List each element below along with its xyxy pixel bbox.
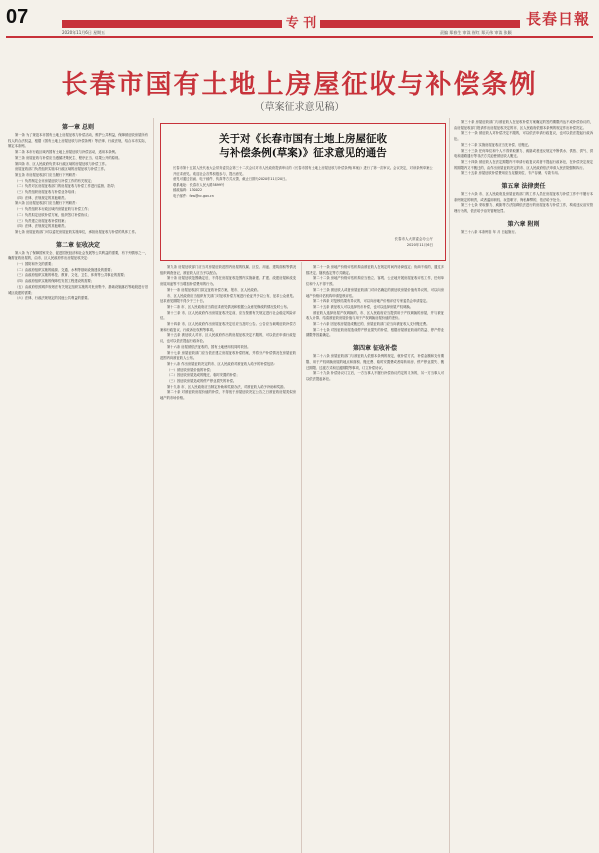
article-paragraph: （二）负责对区房屋征收部门的房屋征收与补偿工作进行监督、指导； bbox=[15, 184, 118, 189]
column-rule bbox=[153, 118, 154, 853]
column-3-paragraphs-2 bbox=[306, 354, 444, 383]
article-paragraph: 第一条 为了规范本市国有土地上房屋征收与补偿活动，维护公共利益，保障被征收房屋所有权人的合法权益，根据《国有土地上房屋征收与补偿条例》等法律、行政法规，结合本市实际，制定本条例。 bbox=[8, 133, 148, 149]
article-paragraph: 第三十八条 本条例自 年 月 日起施行。 bbox=[461, 229, 518, 234]
column-rule bbox=[301, 262, 302, 853]
article-paragraph: 第十九条 市、区人民政府应当制定补助和奖励办法，对被征收人给予补助和奖励。 bbox=[167, 384, 287, 389]
notice-title bbox=[161, 132, 445, 160]
signoff-date: 2020年11月6日 bbox=[406, 243, 433, 247]
article-paragraph: 第十六条 房屋被依法征收的，国有土地使用权同时收回。 bbox=[167, 344, 251, 349]
article-paragraph: 第三十条 房屋征收部门与被征收人在征收补偿方案确定的签约期限内达不成补偿协议的，由房屋征收部门报请作出房屋征收决定的市、区人民政府依照本条例的规定作出补偿决定。 bbox=[454, 120, 593, 130]
article-paragraph: （二）由政府组织实施的能源、交通、水利等基础设施建设的需要； bbox=[15, 267, 114, 272]
article-paragraph: 第八条 为了保障国家安全、促进国民经济和社会发展等公共利益的需要，有下列情形之一，确需征收房屋的，由市、区人民政府作出房屋征收决定： bbox=[8, 250, 148, 261]
section-tag: 专 刊 bbox=[285, 16, 317, 31]
article-paragraph: 第十四条 市、区人民政府作出房屋征收决定后应当及时公告。公告应当载明征收补偿方案和行政复议、行政诉讼权利等事项。 bbox=[160, 322, 296, 332]
notice-line: 电子邮件：fzw@cc.gov.cn bbox=[173, 193, 214, 198]
article-paragraph: 第三十二条 实施房屋征收应当先补偿、后搬迁。 bbox=[461, 142, 532, 147]
page-number: 07 bbox=[6, 6, 29, 28]
article-paragraph: （三）因征收房屋造成的停产停业损失的补偿。 bbox=[167, 379, 237, 384]
header-banner-right bbox=[320, 20, 520, 28]
article-paragraph: 第四条 市、区人民政府负责本行政区域的房屋征收与补偿工作。 bbox=[15, 161, 109, 166]
notice-title-line-2: 与补偿条例(草案)》征求意见的通告 bbox=[219, 147, 387, 159]
chapter-heading: 第六章 附则 bbox=[507, 220, 540, 228]
article-paragraph: （二）负责拟定征收补偿方案，组织签订补偿协议； bbox=[15, 212, 91, 217]
article-title: 长春市国有土地上房屋征收与补偿条例 bbox=[61, 70, 538, 100]
notice-line: 长春市第十五届人民代表大会常务委员会第三十二次会议对市人民政府提请审议的《长春市国有土地上房屋征收与补偿条例(草案)》进行了第一次审议。会议决定，对该条例草案公开征求意见。欢迎社会各界积极参与，提出意见。 bbox=[173, 166, 433, 176]
article-paragraph: （三）负责组织房屋征收与补偿业务培训； bbox=[15, 190, 78, 195]
article-paragraph: 第三十六条 市、区人民政府及房屋征收部门的工作人员在房屋征收与补偿工作中不履行本条例规定的职责，或者滥用职权、玩忽职守、徇私舞弊的，依法给予处分。 bbox=[454, 192, 593, 202]
chapter-heading: 第一章 总则 bbox=[61, 124, 95, 131]
column-3-paragraphs bbox=[306, 265, 444, 339]
article-paragraph: （五）由政府依照城乡规划法有关规定组织实施的对危房集中、基础设施落后等地段进行旧城区改建的需要； bbox=[8, 284, 148, 295]
article-paragraph: （一）负责组织本行政区域内房屋征收与补偿工作； bbox=[15, 207, 91, 212]
chapter-heading: 第二章 征收决定 bbox=[55, 241, 101, 249]
chapter-heading: 第四章 征收补偿 bbox=[352, 345, 398, 353]
article-paragraph: 第七条 房屋征收部门可以委托房屋征收实施单位，承担房屋征收与补偿的具体工作。 bbox=[15, 229, 139, 234]
column-4-paragraphs-3 bbox=[454, 230, 593, 236]
column-4-paragraphs bbox=[454, 120, 593, 177]
article-paragraph: （四）由政府组织实施的保障性安居工程建设的需要； bbox=[15, 279, 95, 284]
article-paragraph: 第十三条 市、区人民政府作出房屋征收决定前，应当按照有关规定进行社会稳定风险评估。 bbox=[160, 310, 296, 321]
article-paragraph: 第九条 房屋征收部门应当对房屋征收范围内房屋的权属、区位、用途、建筑面积等情况组织调查登记，被征收人应当予以配合。 bbox=[160, 265, 296, 275]
article-paragraph: （一）被征收房屋价值的补偿； bbox=[167, 367, 214, 372]
article-paragraph: 第二十四条 对复核结果有异议的，可以向房地产价格评估专家委员会申请鉴定。 bbox=[313, 299, 430, 304]
article-paragraph: 第三条 房屋征收与补偿应当遵循决策民主、程序正当、结果公开的原则。 bbox=[15, 155, 122, 160]
notice-title-line-1: 关于对《长春市国有土地上房屋征收 bbox=[219, 133, 387, 145]
article-paragraph: 第六条 区房屋征收部门应当履行下列职责： bbox=[15, 201, 79, 206]
article-paragraph: 第十一条 房屋征收部门拟定征收补偿方案，报市、区人民政府。 bbox=[167, 287, 261, 292]
article-paragraph: 第十二条 市、区人民政府应当将征求意见情况和根据公众意见修改的情况及时公布。 bbox=[167, 304, 291, 309]
article-paragraph: （四）法律、法规规定的其他职责。 bbox=[15, 224, 68, 229]
article-paragraph: 第三十四条 被征收人在法定期限内不申请行政复议或者不提起行政诉讼，在补偿决定规定的期限内又不搬迁的，由作出房屋征收决定的市、区人民政府依法申请人民法院强制执行。 bbox=[454, 159, 593, 170]
article-subtitle: （草案征求意见稿） bbox=[254, 102, 345, 113]
notice-line: 联系地址：长春市人民大路3899号 bbox=[173, 182, 225, 187]
header-banner-left bbox=[62, 20, 282, 28]
article-paragraph: 房屋征收部门负责组织实施本行政区域的房屋征收与补偿工作。 bbox=[15, 167, 108, 172]
article-paragraph: 第十五条 被征收人对市、区人民政府作出的房屋征收决定不服的，可以依法申请行政复议，也可以依法提起行政诉讼。 bbox=[160, 333, 296, 344]
article-paragraph: 第二十九条 补偿协议订立后，一方当事人不履行补偿协议约定的义务的，另一方当事人可以依法提起诉讼。 bbox=[306, 371, 444, 381]
article-paragraph: 第二十六条 因征收房屋造成搬迁的，房屋征收部门应当向被征收人支付搬迁费。 bbox=[313, 322, 430, 327]
column-2-paragraphs bbox=[160, 265, 296, 402]
column-1-paragraphs bbox=[8, 133, 148, 236]
column-4 bbox=[454, 120, 593, 853]
article-paragraph: （四）法律、法规规定的其他职责。 bbox=[15, 195, 68, 200]
article-paragraph: 第三十三条 任何单位和个人不得采取暴力、威胁或者违反规定中断供水、供热、供气、供电和道路通行等非法方式迫使被征收人搬迁。 bbox=[454, 148, 593, 159]
column-2 bbox=[160, 265, 296, 853]
article-paragraph: 第二十三条 被征收人或者房屋征收部门对评估确定的被征收房屋价值有异议的，可以向房地产价格评估机构申请复核评估。 bbox=[306, 287, 444, 298]
article-paragraph: 第十七条 房屋征收部门应当依法建立房屋征收补偿档案，并将分户补偿情况在房屋征收范围内向被征收人公布。 bbox=[160, 350, 296, 361]
page-header bbox=[0, 0, 599, 34]
article-paragraph: 第三十一条 被征收人对补偿决定不服的，可以依法申请行政复议，也可以依法提起行政诉讼。 bbox=[454, 131, 593, 142]
article-paragraph: （一）负责制定全市房屋征收与补偿工作的有关规定； bbox=[15, 178, 95, 183]
column-1 bbox=[8, 120, 148, 853]
column-3 bbox=[306, 265, 444, 853]
column-1-paragraphs-2 bbox=[8, 251, 148, 302]
editors-line: 责编 郑春生 审读 崔红 郑天伟 审读 张颖 bbox=[440, 30, 512, 35]
newspaper-masthead: 長春日報 bbox=[526, 10, 591, 28]
article-paragraph: 第三十五条 房屋征收补偿费用应当足额到位、专户存储、专款专用。 bbox=[461, 171, 561, 176]
header-rule bbox=[6, 36, 593, 38]
article-paragraph: （二）因征收房屋造成的搬迁、临时安置的补偿； bbox=[167, 373, 240, 378]
article-paragraph: （三）由政府组织实施的科技、教育、文化、卫生、体育等公共事业的需要； bbox=[15, 273, 128, 278]
notice-box bbox=[160, 123, 446, 261]
article-paragraph: 第二十七条 对因征收房屋造成停产停业损失的补偿，根据房屋被征收前的效益、停产停业期限等因素确定。 bbox=[306, 327, 444, 338]
article-paragraph: （一）国防和外交的需要； bbox=[15, 262, 55, 267]
notice-signoff bbox=[395, 236, 434, 248]
article-paragraph: 第十条 房屋征收范围确定后，不得在房屋征收范围内实施新建、扩建、改建房屋和改变房屋用途等不当增加补偿费用的行为。 bbox=[160, 276, 296, 287]
article-paragraph: 第二条 本市行政区域内国有土地上房屋征收与补偿活动，适用本条例。 bbox=[15, 150, 119, 155]
column-rule bbox=[449, 118, 450, 853]
chapter-heading: 第五章 法律责任 bbox=[501, 183, 546, 191]
article-paragraph: 第二十二条 房地产价格评估机构应当独立、客观、公正地开展房屋征收评估工作，任何单位和个人不得干预。 bbox=[306, 276, 444, 287]
article-paragraph: 市、区人民政府应当组织有关部门对征收补偿方案进行论证并予以公布，征求公众意见。征求意见期限不得少于三十日。 bbox=[160, 293, 296, 304]
article-paragraph: 第二十一条 房地产价格评估机构由被征收人在规定时间内协商选定；协商不成的，通过多数决定、随机选定等方式确定。 bbox=[306, 265, 444, 275]
article-paragraph: 第二十八条 房屋征收部门与被征收人依照本条例的规定，就补偿方式、补偿金额和支付期限、用于产权调换房屋的地点和面积、搬迁费、临时安置费或者周转用房、停产停业损失、搬迁期限、过渡方式和过渡期限等事项，订立补偿协议。 bbox=[306, 354, 444, 370]
column-4-paragraphs-2 bbox=[454, 192, 593, 215]
notice-body bbox=[173, 166, 433, 200]
article-paragraph: （六）法律、行政法规规定的其他公共利益的需要。 bbox=[15, 296, 91, 301]
signoff-org: 长春市人大常委会办公厅 bbox=[394, 237, 433, 241]
article-paragraph: 被征收人选择房屋产权调换的，市、区人民政府应当提供用于产权调换的房屋，并与被征收人计算、结清被征收房屋价值与用于产权调换房屋价值的差价。 bbox=[306, 310, 444, 321]
notice-line: 意见可通过信函、电子邮件、传真等方式反馈，截止日期为2020年11月20日。 bbox=[173, 177, 289, 182]
article-paragraph: 第二十条 对被征收房屋价值的补偿，不得低于房屋征收决定公告之日被征收房屋类似房地产的市场价格。 bbox=[160, 390, 296, 401]
article-paragraph: 第二十五条 被征收人可以选择货币补偿，也可以选择房屋产权调换。 bbox=[313, 304, 413, 309]
article-paragraph: 第十八条 作出房屋征收决定的市、区人民政府对被征收人给予的补偿包括： bbox=[167, 361, 277, 366]
article-paragraph: 第三十七条 采取暴力、威胁等方法阻碍依法进行的房屋征收与补偿工作，构成违反治安管理行为的，依法给予治安管理处罚。 bbox=[454, 203, 593, 214]
article-paragraph: （三）负责建立房屋征收补偿档案； bbox=[15, 218, 68, 223]
notice-line: 邮政编码：130022 bbox=[173, 188, 203, 193]
date-line: 2020年11月6日 星期五 bbox=[62, 30, 106, 35]
article-paragraph: 第五条 市房屋征收部门应当履行下列职责： bbox=[15, 172, 79, 177]
